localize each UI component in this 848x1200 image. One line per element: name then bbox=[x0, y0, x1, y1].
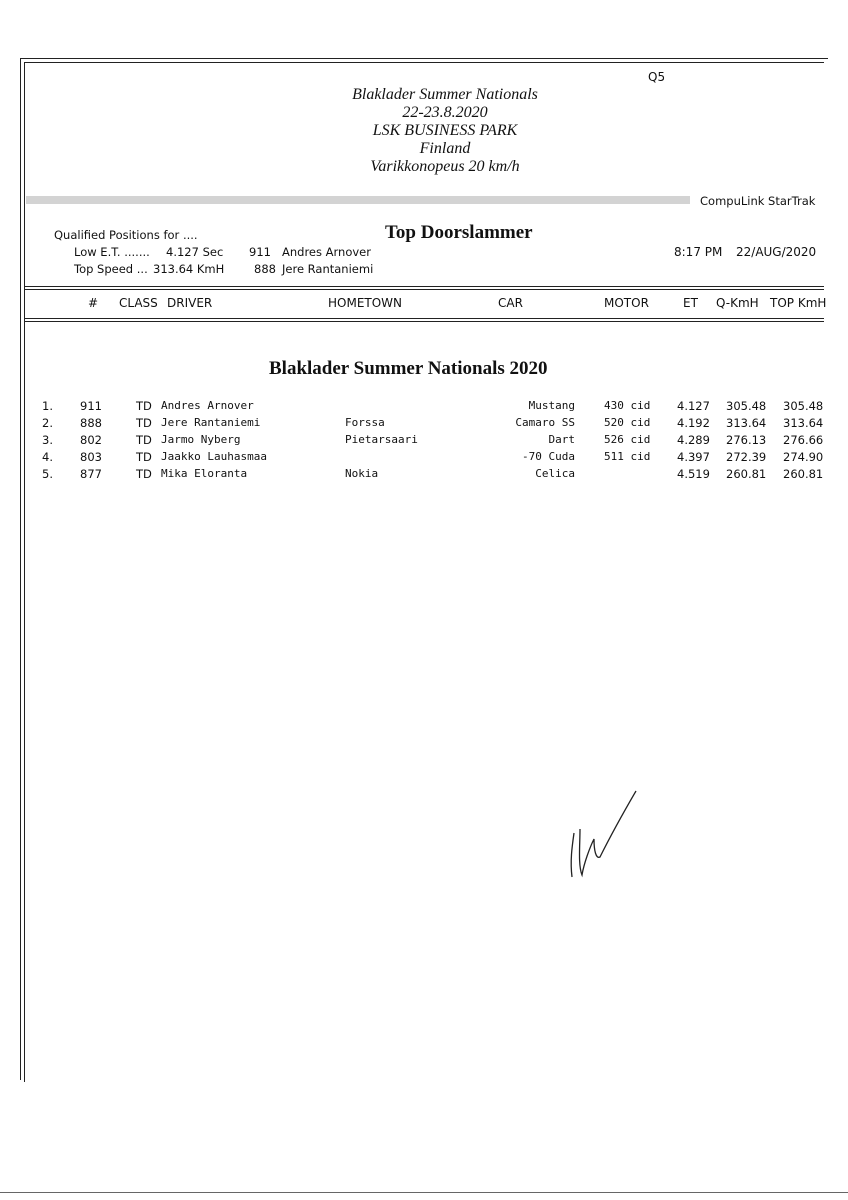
row-motor: 520 cid bbox=[604, 416, 651, 429]
row-class: TD bbox=[136, 399, 152, 413]
row-hometown: Nokia bbox=[345, 467, 379, 480]
row-topkmh: 313.64 bbox=[783, 416, 824, 430]
row-class: TD bbox=[136, 450, 152, 464]
row-qkmh: 313.64 bbox=[726, 416, 767, 430]
top-speed-driver: Jere Rantaniemi bbox=[282, 262, 374, 276]
row-position: 1. bbox=[42, 399, 53, 413]
top-speed-value: 313.64 KmH bbox=[153, 262, 225, 276]
header-rule-bottom bbox=[24, 318, 824, 319]
row-car: -70 Cuda bbox=[522, 450, 575, 463]
table-row bbox=[0, 467, 848, 484]
row-driver: Andres Arnover bbox=[161, 399, 254, 412]
row-qkmh: 272.39 bbox=[726, 450, 767, 464]
event-title-block bbox=[300, 86, 590, 176]
row-topkmh: 260.81 bbox=[783, 467, 824, 481]
row-number: 888 bbox=[80, 416, 102, 430]
left-border-line bbox=[20, 58, 21, 1080]
report-date: 22/AUG/2020 bbox=[736, 245, 817, 259]
row-driver: Mika Eloranta bbox=[161, 467, 248, 480]
row-et: 4.127 bbox=[677, 399, 710, 413]
row-hometown: Pietarsaari bbox=[345, 433, 418, 446]
low-et-value: 4.127 Sec bbox=[166, 245, 224, 259]
title-line-event: Blaklader Summer Nationals bbox=[352, 86, 538, 103]
row-topkmh: 276.66 bbox=[783, 433, 824, 447]
row-position: 5. bbox=[42, 467, 53, 481]
row-number: 877 bbox=[80, 467, 102, 481]
qualified-label: Qualified Positions for .... bbox=[54, 228, 198, 242]
row-qkmh: 260.81 bbox=[726, 467, 767, 481]
top-border-line bbox=[20, 58, 828, 59]
row-motor: 526 cid bbox=[604, 433, 651, 446]
row-class: TD bbox=[136, 467, 152, 481]
title-line-pit-speed: Varikkonopeus 20 km/h bbox=[370, 158, 520, 175]
row-topkmh: 305.48 bbox=[783, 399, 824, 413]
table-row bbox=[0, 416, 848, 433]
top-border-line-inner bbox=[24, 62, 824, 63]
row-car: Celica bbox=[535, 467, 575, 480]
row-class: TD bbox=[136, 416, 152, 430]
row-position: 2. bbox=[42, 416, 53, 430]
row-et: 4.289 bbox=[677, 433, 710, 447]
row-driver: Jarmo Nyberg bbox=[161, 433, 241, 446]
row-motor: 511 cid bbox=[604, 450, 651, 463]
title-line-country: Finland bbox=[419, 140, 471, 157]
low-et-driver: Andres Arnover bbox=[282, 245, 371, 259]
title-line-venue: LSK BUSINESS PARK bbox=[372, 122, 518, 139]
col-header-hometown: HOMETOWN bbox=[328, 296, 403, 310]
title-line-dates: 22-23.8.2020 bbox=[402, 104, 488, 121]
row-driver: Jaakko Lauhasmaa bbox=[161, 450, 267, 463]
low-et-number: 911 bbox=[249, 245, 271, 259]
row-car: Camaro SS bbox=[515, 416, 575, 429]
row-number: 911 bbox=[80, 399, 102, 413]
row-class: TD bbox=[136, 433, 152, 447]
col-header-class: CLASS bbox=[119, 296, 158, 310]
col-header-num: # bbox=[88, 296, 99, 310]
header-rule-top bbox=[24, 286, 824, 287]
row-number: 802 bbox=[80, 433, 102, 447]
header-rule-bottom-2 bbox=[24, 321, 824, 322]
row-qkmh: 305.48 bbox=[726, 399, 767, 413]
top-speed-number: 888 bbox=[254, 262, 276, 276]
col-header-car: CAR bbox=[498, 296, 523, 310]
row-motor: 430 cid bbox=[604, 399, 651, 412]
report-time: 8:17 PM bbox=[674, 245, 723, 259]
row-driver: Jere Rantaniemi bbox=[161, 416, 261, 429]
brand-label: CompuLink StarTrak bbox=[700, 194, 816, 208]
row-qkmh: 276.13 bbox=[726, 433, 767, 447]
col-header-qkmh: Q-KmH bbox=[716, 296, 759, 310]
bottom-border-line bbox=[0, 1192, 848, 1193]
header-rule-top-2 bbox=[24, 289, 824, 290]
row-car: Mustang bbox=[528, 399, 575, 412]
col-header-et: ET bbox=[683, 296, 698, 310]
low-et-label: Low E.T. ....... bbox=[74, 245, 150, 259]
col-header-motor: MOTOR bbox=[604, 296, 649, 310]
row-et: 4.519 bbox=[677, 467, 710, 481]
row-hometown: Forssa bbox=[345, 416, 385, 429]
table-row bbox=[0, 450, 848, 467]
results-title: Blaklader Summer Nationals 2020 bbox=[269, 358, 548, 379]
table-row bbox=[0, 399, 848, 416]
top-speed-label: Top Speed ... bbox=[74, 262, 148, 276]
table-row bbox=[0, 433, 848, 450]
category-title: Top Doorslammer bbox=[385, 222, 533, 243]
signature-icon bbox=[560, 785, 650, 885]
col-header-driver: DRIVER bbox=[167, 296, 213, 310]
row-position: 3. bbox=[42, 433, 53, 447]
row-number: 803 bbox=[80, 450, 102, 464]
row-car: Dart bbox=[548, 433, 575, 446]
report-code: Q5 bbox=[648, 70, 666, 84]
row-et: 4.192 bbox=[677, 416, 710, 430]
row-et: 4.397 bbox=[677, 450, 710, 464]
row-position: 4. bbox=[42, 450, 53, 464]
col-header-topkmh: TOP KmH bbox=[770, 296, 827, 310]
row-topkmh: 274.90 bbox=[783, 450, 824, 464]
left-border-line-inner bbox=[24, 62, 25, 1082]
dotted-separator bbox=[26, 196, 690, 204]
